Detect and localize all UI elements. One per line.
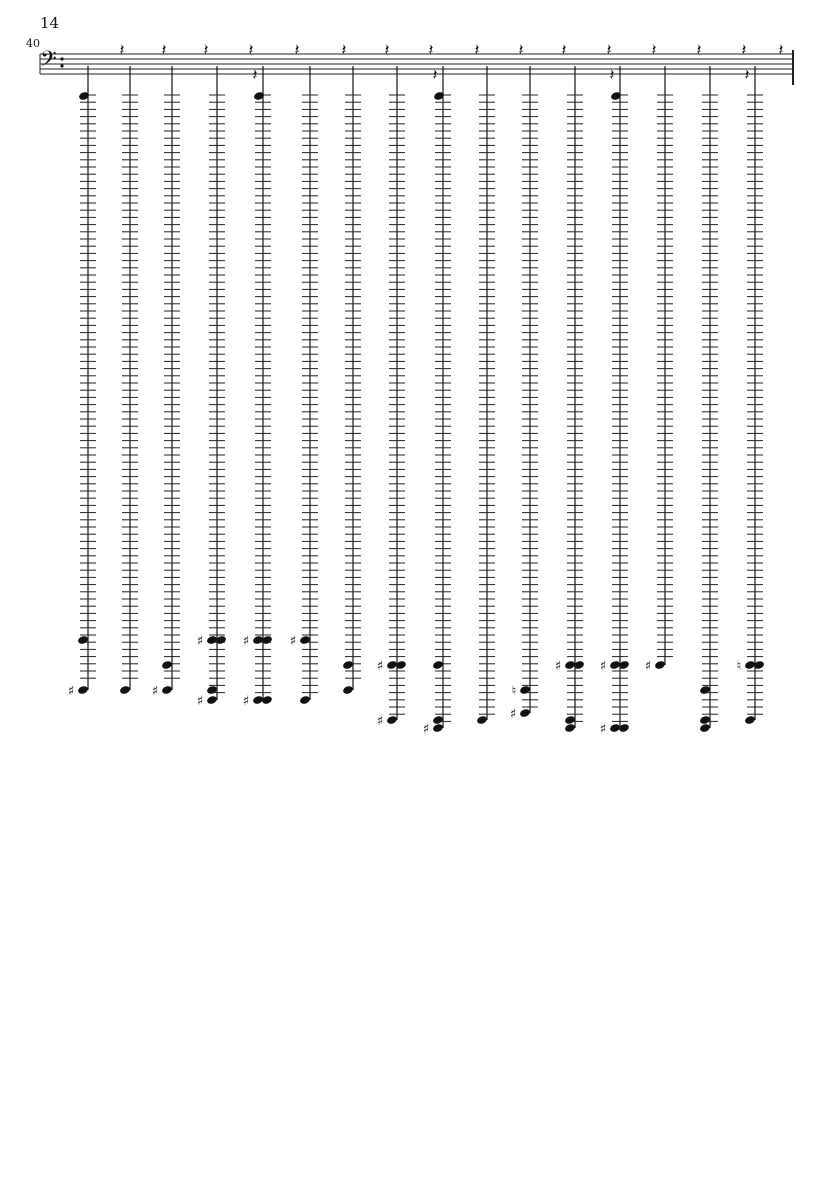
quarter-rest-icon: 𝄽 [119, 40, 125, 59]
notehead [519, 708, 531, 718]
sharp-icon: ♯ [509, 707, 517, 722]
quarter-rest-icon: 𝄽 [203, 40, 209, 59]
quarter-rest-icon: 𝄽 [778, 40, 784, 59]
natural-icon: ♮ [736, 659, 742, 674]
notehead [519, 685, 531, 695]
quarter-rest-icon: 𝄽 [248, 40, 254, 59]
quarter-rest-icon: 𝄽 [651, 40, 657, 59]
sharp-icon: ♯ [242, 634, 250, 649]
note-column [476, 40, 523, 725]
bass-clef-icon [40, 47, 64, 77]
notehead [77, 635, 89, 645]
note-column [243, 40, 300, 709]
notehead [564, 660, 576, 670]
notehead [432, 723, 444, 733]
quarter-rest-icon: 𝄽 [741, 40, 747, 59]
note-column [119, 40, 166, 695]
note-column [510, 40, 567, 722]
notehead [609, 723, 621, 733]
sharp-icon: ♯ [67, 684, 75, 699]
sharp-icon: ♯ [196, 634, 204, 649]
note-column [290, 40, 347, 705]
quarter-rest-icon: 𝄽 [609, 65, 615, 84]
notehead [744, 715, 756, 725]
quarter-rest-icon: 𝄽 [561, 40, 567, 59]
quarter-rest-icon: 𝄽 [161, 40, 167, 59]
quarter-rest-icon: 𝄽 [474, 40, 480, 59]
bass-clef-icon: 𝄢 [40, 47, 57, 77]
notehead [699, 715, 711, 725]
quarter-rest-icon: 𝄽 [432, 65, 438, 84]
notehead [609, 660, 621, 670]
sharp-icon: ♯ [644, 659, 652, 674]
notehead [699, 685, 711, 695]
staff-lines [40, 54, 792, 74]
note-column [197, 40, 254, 709]
notehead [744, 660, 756, 670]
notehead [564, 723, 576, 733]
notehead [252, 635, 264, 645]
sharp-icon: ♯ [242, 694, 250, 709]
sharp-icon: ♯ [289, 634, 297, 649]
notehead [386, 715, 398, 725]
notehead [386, 660, 398, 670]
clef-dot [60, 64, 63, 67]
notehead [206, 685, 218, 695]
notehead [432, 715, 444, 725]
quarter-rest-icon: 𝄽 [384, 40, 390, 59]
notehead [342, 660, 354, 670]
notehead [432, 660, 444, 670]
note-column [600, 40, 657, 737]
sharp-icon: ♯ [376, 659, 384, 674]
notehead [476, 715, 488, 725]
note-column [377, 40, 434, 729]
notehead [299, 695, 311, 705]
clef-dot [60, 57, 63, 60]
final-barline [40, 50, 793, 85]
notehead [299, 635, 311, 645]
note-column [696, 40, 747, 733]
quarter-rest-icon: 𝄽 [428, 40, 434, 59]
sharp-icon: ♯ [376, 714, 384, 729]
notehead [206, 695, 218, 705]
sharp-icon: ♯ [422, 722, 430, 737]
note-column [555, 40, 612, 733]
notehead [699, 723, 711, 733]
notehead [252, 695, 264, 705]
page-number: 14 [40, 14, 60, 32]
sharp-icon: ♯ [599, 659, 607, 674]
notehead [564, 715, 576, 725]
notehead [161, 685, 173, 695]
note-column [342, 40, 389, 695]
note-column [152, 40, 209, 699]
sharp-icon: ♯ [196, 694, 204, 709]
note-column [645, 40, 702, 674]
notehead [206, 635, 218, 645]
quarter-rest-icon: 𝄽 [744, 65, 750, 84]
quarter-rest-icon: 𝄽 [341, 40, 347, 59]
quarter-rest-icon: 𝄽 [294, 40, 300, 59]
note-column [737, 40, 784, 725]
notehead [77, 685, 89, 695]
notehead [119, 685, 131, 695]
notehead [342, 685, 354, 695]
note-column [423, 40, 480, 737]
sharp-icon: ♯ [151, 684, 159, 699]
natural-icon: ♮ [511, 684, 517, 699]
note-column [68, 40, 125, 699]
quarter-rest-icon: 𝄽 [518, 40, 524, 59]
measure-number: 40 [26, 37, 40, 50]
quarter-rest-icon: 𝄽 [606, 40, 612, 59]
notehead [654, 660, 666, 670]
quarter-rest-icon: 𝄽 [252, 65, 258, 84]
note-columns [68, 40, 784, 737]
sharp-icon: ♯ [599, 722, 607, 737]
sharp-icon: ♯ [554, 659, 562, 674]
quarter-rest-icon: 𝄽 [696, 40, 702, 59]
notehead [161, 660, 173, 670]
